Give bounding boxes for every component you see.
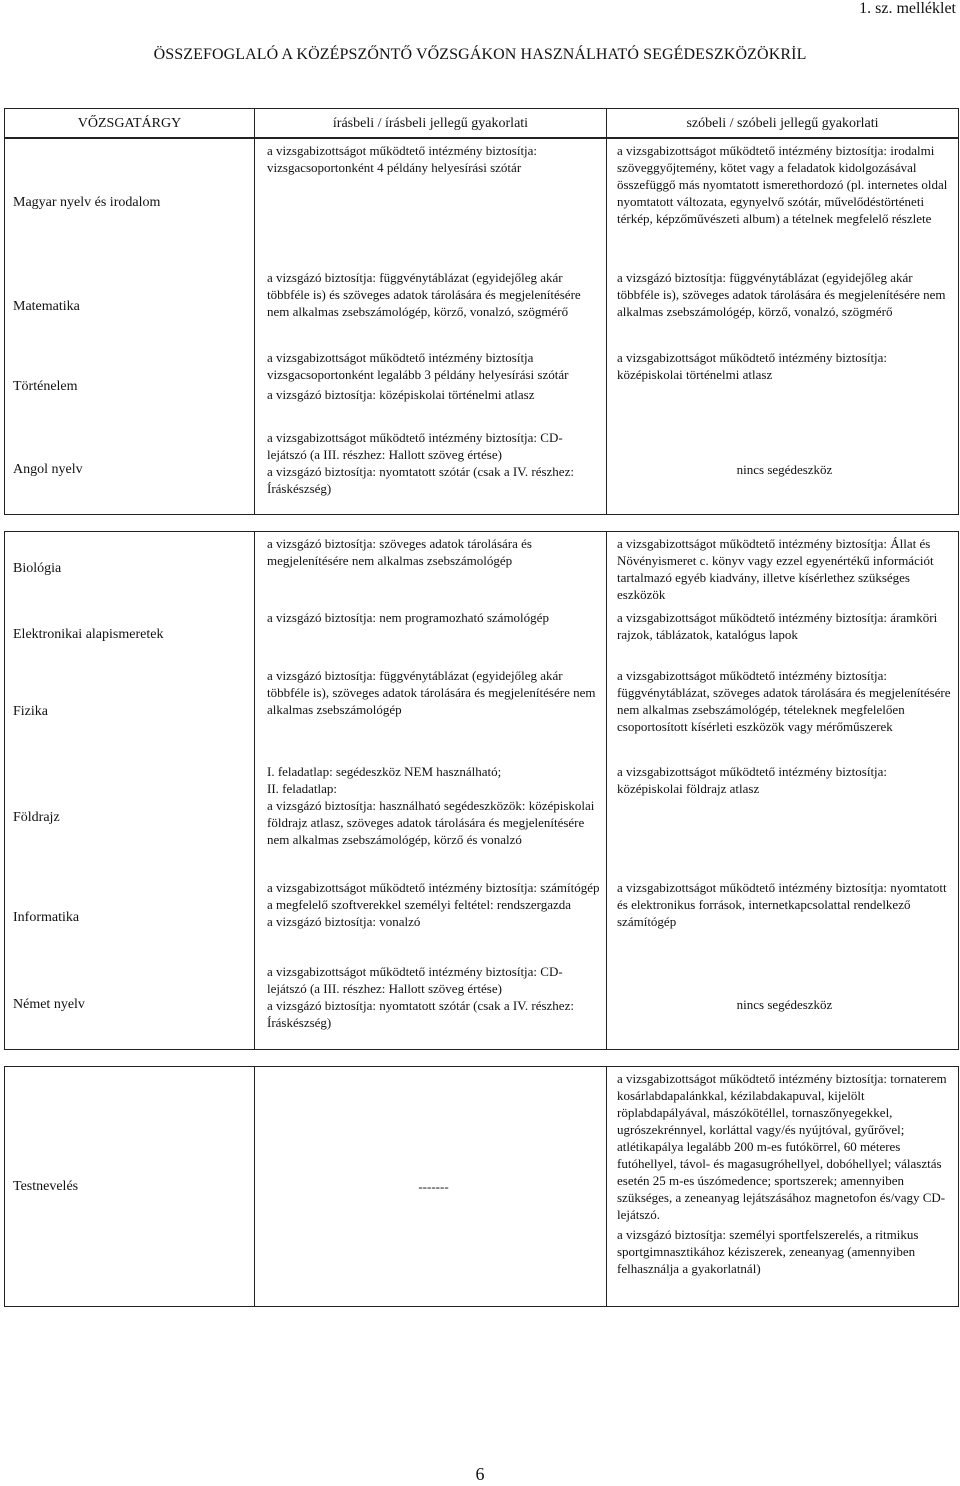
table-row: [5, 346, 959, 426]
oral-cell: [607, 346, 959, 426]
written-text: a vizsgabizottságot működtető intézmény biztosítja: vizsgacsoportonként 4 példány helyesírási szótár: [267, 143, 538, 175]
table-row: [5, 531, 959, 606]
oral-cell: [607, 1067, 959, 1307]
written-cell: [255, 138, 607, 266]
written-cell: [255, 664, 607, 760]
written-text: -------: [418, 1179, 449, 1194]
written-cell: [255, 760, 607, 876]
header-subject: VŐZSGATÁRGY: [5, 109, 255, 139]
written-cell: [255, 531, 607, 606]
oral-text: a vizsgabizottságot működtető intézmény biztosítja: tornaterem kosárlabdapalánkkal, kézilabdakapuval, kijelölt röplabdapályával, mászókötéllel, tornaszőnyegekkel, ugrószekrénnyel, korláttal vagy/és nyújtóval, gyűrővel; atlétikapálya legalább 200 m-es futókörrel, 60 méteres futóhellyel, távol- és magasugróhellyel, dobóhellyel; választás esetén 25 m-es úszómedence; sportszerek; amennyiben szükséges, a zeneanyag lejátszásához magnetofon és/vagy CD-lejátszó.: [617, 1071, 947, 1222]
table-row: [5, 664, 959, 760]
table-row: [5, 760, 959, 876]
written-text: I. feladatlap: segédeszköz NEM használható;: [267, 763, 502, 779]
written-text: a vizsgázó biztosítja: vonalzó: [267, 913, 421, 929]
written-text: a vizsgabizottságot működtető intézmény biztosítja: számítógép a megfelelő szoftverekkel személyi feltétel: rendszergazda: [267, 879, 600, 912]
oral-cell: [607, 760, 959, 876]
subject-cell: Informatika: [5, 876, 255, 960]
subject-cell: Földrajz: [5, 760, 255, 876]
written-text: a vizsgázó biztosítja: szöveges adatok tárolására és megjelenítésére nem alkalmas zsebszámológép: [267, 535, 532, 568]
written-text: a vizsgabizottságot működtető intézmény biztosítja: CD-lejátszó (a III. részhez: Hallott szöveg értése): [267, 963, 563, 996]
aids-table: [4, 108, 959, 1307]
written-text: II. feladatlap:: [267, 780, 338, 796]
annex-label: 1. sz. melléklet: [859, 0, 956, 17]
table-row: [5, 606, 959, 664]
oral-cell: [607, 876, 959, 960]
oral-cell: [607, 960, 959, 1050]
table-row: [5, 266, 959, 346]
oral-text: a vizsgabizottságot működtető intézmény biztosítja: nyomtatott és elektronikus források, internetkapcsolattal rendelkező számítógép: [617, 879, 947, 929]
written-text: a vizsgázó biztosítja: függvénytáblázat (egyidejőleg akár többféle is) és szöveges adatok tárolására és megjelenítésére nem alkalmas zsebszámológép, körző, vonalzó, szögmérő: [267, 270, 581, 319]
written-cell: [255, 346, 607, 426]
oral-text: a vizsgabizottságot működtető intézmény biztosítja: középiskolai földrajz atlasz: [617, 763, 888, 796]
header-oral: szóbeli / szóbeli jellegű gyakorlati: [607, 109, 959, 139]
written-text: a vizsgázó biztosítja: függvénytáblázat (egyidejőleg akár többféle is), szöveges adatok tárolására és megjelenítésére nem alkalmas zsebszámológép: [267, 667, 596, 717]
written-cell: [255, 1067, 607, 1307]
document-title: ÖSSZEFOGLALÓ A KÖZÉPSZŐNTŐ VŐZSGÁKON HASZNÁLHATÓ SEGÉDESZKÖZÖKRİL: [153, 46, 807, 63]
oral-text: nincs segédeszköz: [736, 996, 833, 1012]
table-gap: [5, 1050, 959, 1067]
oral-cell: [607, 606, 959, 664]
written-text: a vizsgázó biztosítja: középiskolai történelmi atlasz: [267, 387, 535, 402]
written-text: a vizsgázó biztosítja: használható segédeszközök: középiskolai földrajz atlasz, szöveges adatok tárolására és megjelenítésére nem alkalmas zsebszámológép, körző és vonalzó: [267, 797, 595, 847]
oral-cell: [607, 426, 959, 514]
oral-text: a vizsgabizottságot működtető intézmény biztosítja: középiskolai történelmi atlasz: [617, 350, 888, 382]
written-cell: [255, 960, 607, 1050]
written-cell: [255, 606, 607, 664]
written-cell: [255, 426, 607, 514]
oral-text: a vizsgabizottságot működtető intézmény biztosítja: Állat és Növényismeret c. könyv vagy ezzel egyenértékű információt tartalmazó egyéb kiadvány, illetve kísérlethez szükséges eszközök: [617, 535, 934, 602]
subject-cell: Fizika: [5, 664, 255, 760]
table-row: [5, 876, 959, 960]
subject-cell: Matematika: [5, 266, 255, 346]
subject-cell: Elektronikai alapismeretek: [5, 606, 255, 664]
oral-cell: [607, 138, 959, 266]
subject-cell: Biológia: [5, 531, 255, 606]
page-number: 6: [475, 1464, 485, 1484]
oral-text: a vizsgázó biztosítja: függvénytáblázat (egyidejőleg akár többféle is), szöveges adatok tárolására és megjelenítésére nem alkalmas zsebszámológép, körző, vonalzó, szögmérő: [617, 270, 946, 319]
oral-text: a vizsgázó biztosítja: személyi sportfelszerelés, a ritmikus sportgimnasztikához kéziszerek, zeneanyag (amennyiben felhasználja a gyakorlatnál): [617, 1227, 919, 1276]
written-cell: [255, 876, 607, 960]
oral-text: nincs segédeszköz: [736, 462, 833, 478]
written-text: a vizsgázó biztosítja: nem programozható számológép: [267, 609, 549, 625]
table-row: [5, 426, 959, 514]
written-text: a vizsgázó biztosítja: nyomtatott szótár (csak a IV. részhez: Íráskészség): [267, 997, 574, 1030]
oral-cell: [607, 531, 959, 606]
oral-text: a vizsgabizottságot működtető intézmény biztosítja: áramköri rajzok, táblázatok, katalógus lapok: [617, 609, 938, 642]
subject-cell: Angol nyelv: [5, 426, 255, 514]
written-cell: [255, 266, 607, 346]
table-gap: [5, 514, 959, 531]
oral-text: a vizsgabizottságot működtető intézmény biztosítja: függvénytáblázat, szöveges adatok tárolására és megjelenítésére nem alkalmas zsebszámológép, tételeknek megfelelően csoportosított kísérleti eszközök vagy mérőműszerek: [617, 667, 951, 734]
header-written: írásbeli / írásbeli jellegű gyakorlati: [255, 109, 607, 139]
subject-cell: Testnevelés: [5, 1067, 255, 1307]
table-row: [5, 960, 959, 1050]
subject-cell: Történelem: [5, 346, 255, 426]
oral-cell: [607, 266, 959, 346]
written-text: a vizsgabizottságot működtető intézmény biztosítja: CD-lejátszó (a III. részhez: Hallott szöveg értése): [267, 430, 563, 462]
oral-cell: [607, 664, 959, 760]
table-row: [5, 138, 959, 266]
oral-text: a vizsgabizottságot működtető intézmény biztosítja: irodalmi szöveggyőjtemény, kötet vagy a feladatok kidolgozásával összefüggő más nyomtatott ismerethordozó (pl. internetes oldal nyomtatott változata, egynyelvő szótár, művelődéstörténeti térkép, képzőművészeti album) a tételnek megfelelő részlete: [617, 143, 948, 226]
table-header-row: [5, 109, 959, 139]
written-text: a vizsgázó biztosítja: nyomtatott szótár (csak a IV. részhez: Íráskészség): [267, 464, 574, 496]
subject-cell: Német nyelv: [5, 960, 255, 1050]
subject-cell: Magyar nyelv és irodalom: [5, 138, 255, 266]
table-row: [5, 1067, 959, 1307]
written-text: a vizsgabizottságot működtető intézmény biztosítja vizsgacsoportonként legalább 3 példány helyesírási szótár: [267, 350, 569, 382]
